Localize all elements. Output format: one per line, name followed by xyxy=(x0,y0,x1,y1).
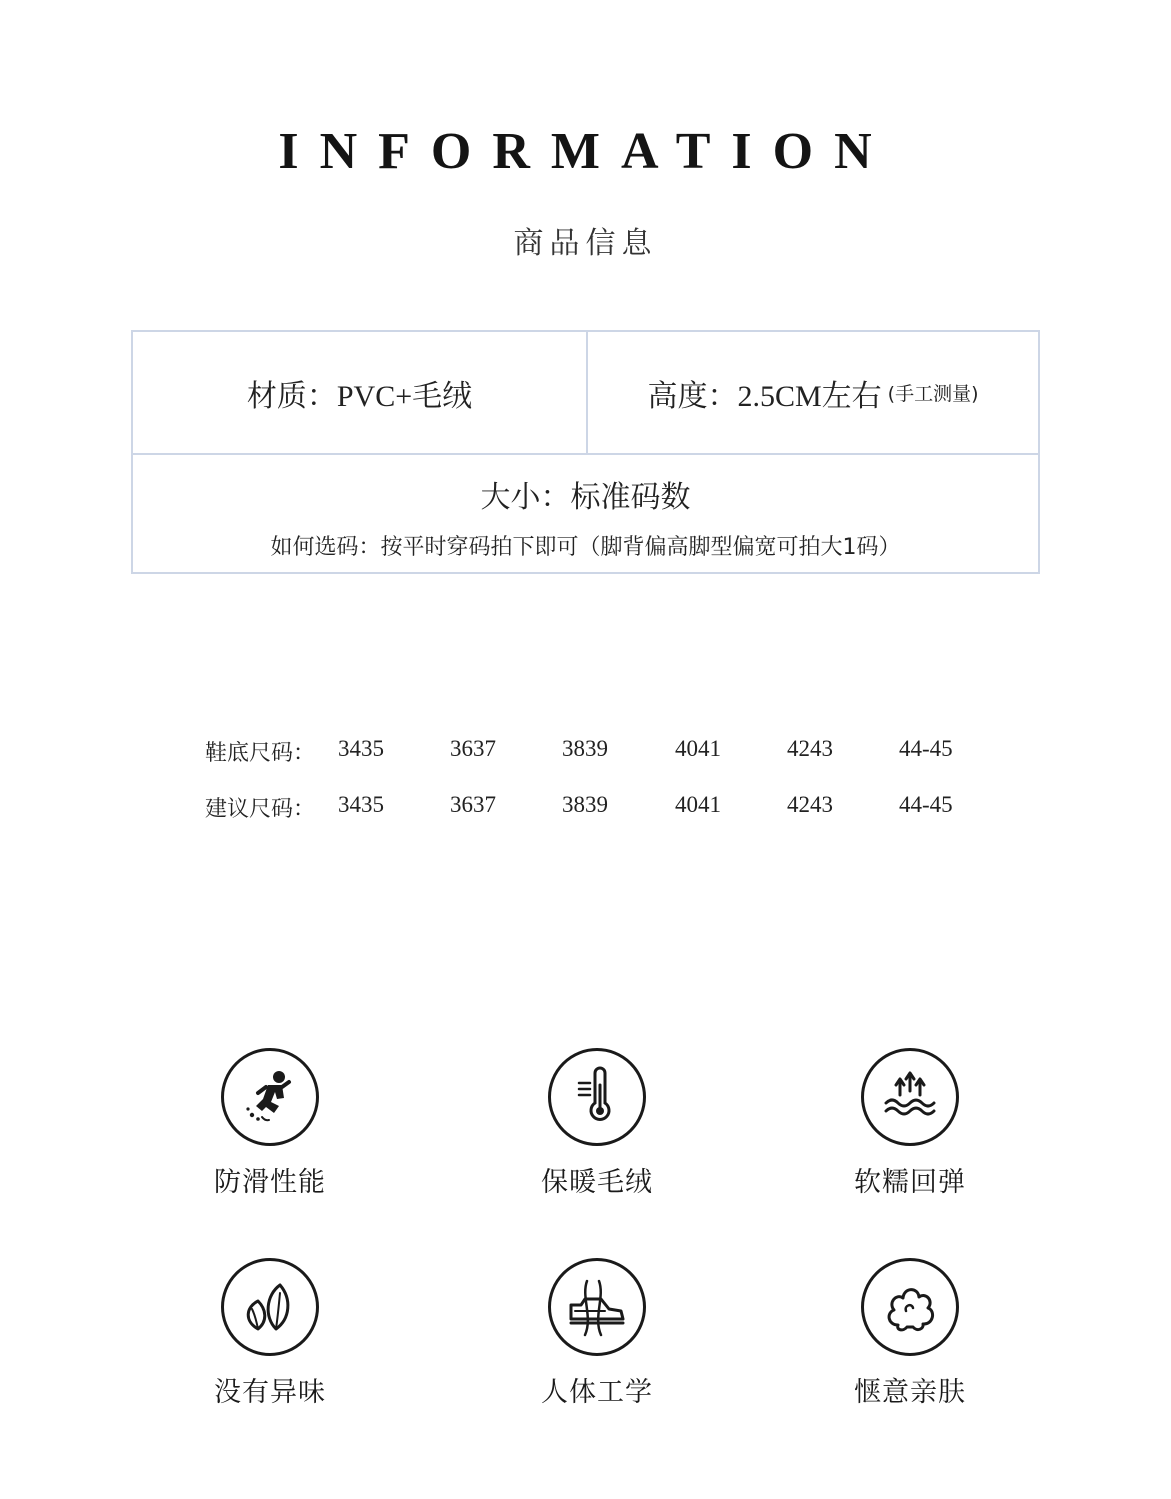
height-value: 2.5CM左右 xyxy=(737,379,882,413)
feature-no-odor xyxy=(160,1258,380,1409)
size-value: 3839 xyxy=(562,792,608,817)
height-cell xyxy=(588,332,1038,453)
thermometer-icon xyxy=(548,1048,646,1146)
feature-anti-slip xyxy=(160,1048,380,1199)
feature-label: 防滑性能 xyxy=(214,1167,326,1198)
size-value: 3637 xyxy=(450,792,496,817)
height-label: 高度： xyxy=(647,378,738,414)
size-tip: 如何选码：按平时穿码拍下即可（脚背偏高脚型偏宽可拍大1码） xyxy=(270,534,901,560)
size-value: 4243 xyxy=(787,736,833,761)
feature-warm-plush xyxy=(487,1048,707,1199)
size-value: 44-45 xyxy=(899,792,953,817)
size-value: 4243 xyxy=(787,792,833,817)
anti-slip-icon xyxy=(221,1048,319,1146)
material-cell xyxy=(133,332,586,453)
sole-size-label: 鞋底尺码： xyxy=(205,741,316,766)
height-note: (手工测量) xyxy=(887,383,979,405)
size-value: 44-45 xyxy=(899,736,953,761)
rebound-waves-icon xyxy=(861,1048,959,1146)
page-subtitle: 商品信息 xyxy=(513,226,658,261)
size-value: 3435 xyxy=(338,736,384,761)
feature-skin-friendly xyxy=(800,1258,1020,1409)
size-value: 3435 xyxy=(338,792,384,817)
feature-label: 软糯回弹 xyxy=(854,1167,966,1198)
feature-ergonomic xyxy=(487,1258,707,1409)
feature-label: 惬意亲肤 xyxy=(854,1377,966,1408)
row-divider xyxy=(133,453,1038,455)
suggested-size-label: 建议尺码： xyxy=(205,797,316,822)
size-value: 4041 xyxy=(675,736,721,761)
feature-label: 人体工学 xyxy=(541,1377,653,1408)
shoe-ergonomic-icon xyxy=(548,1258,646,1356)
material-label: 材质： xyxy=(246,378,337,414)
leaf-icon xyxy=(221,1258,319,1356)
page-title: INFORMATION xyxy=(278,123,893,180)
info-table xyxy=(131,330,1040,574)
size-value: 3637 xyxy=(450,736,496,761)
size-value: 3839 xyxy=(562,736,608,761)
cloud-icon xyxy=(861,1258,959,1356)
material-value: PVC+毛绒 xyxy=(336,379,473,413)
size-standard: 大小：标准码数 xyxy=(480,480,691,515)
feature-label: 没有异味 xyxy=(214,1377,326,1408)
size-value: 4041 xyxy=(675,792,721,817)
feature-soft-rebound xyxy=(800,1048,1020,1199)
feature-label: 保暖毛绒 xyxy=(541,1167,653,1198)
